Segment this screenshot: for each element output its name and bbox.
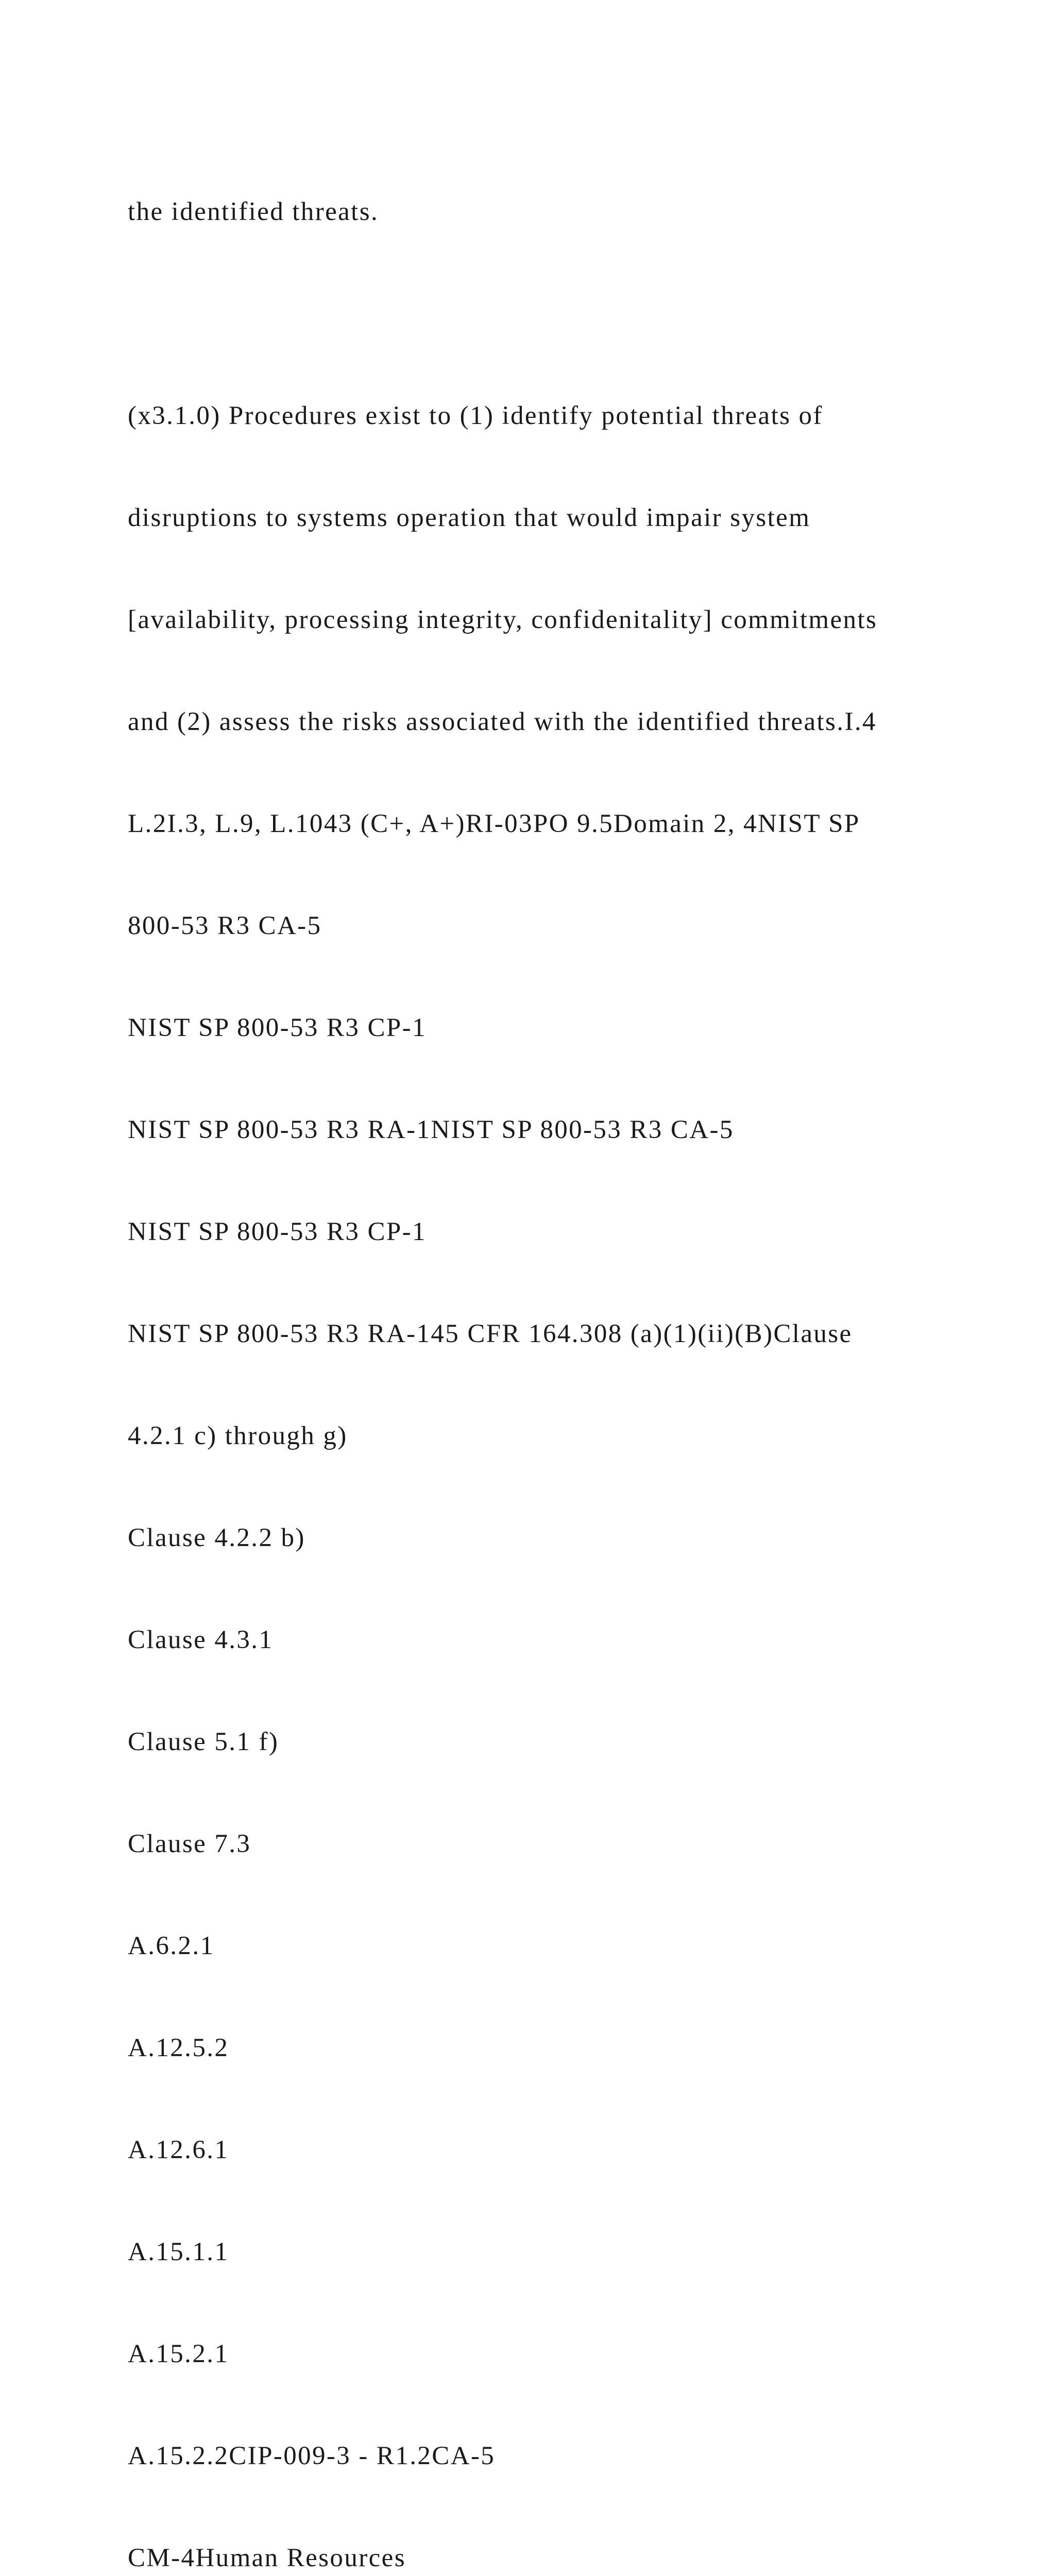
text-line: disruptions to systems operation that would impair system [128,503,811,532]
text-line: A.12.6.1 [128,2136,229,2164]
text-line: the identified threats. [128,197,379,226]
text-line: A.12.5.2 [128,2033,229,2062]
text-line: 800-53 R3 CA-5 [128,911,322,940]
text-line: Clause 7.3 [128,1829,251,1858]
text-line: Clause 4.3.1 [128,1625,274,1654]
text-line: NIST SP 800-53 R3 CP-1 [128,1013,427,1042]
text-line: (x3.1.0) Procedures exist to (1) identify potential threats of [128,401,823,430]
document-body [128,127,1003,2576]
text-line: NIST SP 800-53 R3 RA-145 CFR 164.308 (a)(1)(ii)(B)Clause [128,1319,853,1348]
text-line: A.15.2.1 [128,2340,229,2368]
text-line: NIST SP 800-53 R3 CP-1 [128,1217,427,1246]
text-line: CM-4Human Resources [128,2544,406,2572]
text-line: A.6.2.1 [128,1931,215,1960]
text-line: 4.2.1 c) through g) [128,1421,348,1450]
text-line: NIST SP 800-53 R3 RA-1NIST SP 800-53 R3 CA-5 [128,1115,734,1144]
text-line: L.2I.3, L.9, L.1043 (C+, A+)RI-03PO 9.5Domain 2, 4NIST SP [128,809,860,838]
text-line: Clause 5.1 f) [128,1727,279,1756]
text-line: A.15.2.2CIP-009-3 - R1.2CA-5 [128,2442,496,2470]
text-line: and (2) assess the risks associated with the identified threats.I.4 [128,707,877,736]
text-line: Clause 4.2.2 b) [128,1523,305,1552]
blank-line [128,297,1003,331]
text-line: A.15.1.1 [128,2238,229,2266]
text-line: [availability, processing integrity, confidenitality] commitments [128,605,878,634]
